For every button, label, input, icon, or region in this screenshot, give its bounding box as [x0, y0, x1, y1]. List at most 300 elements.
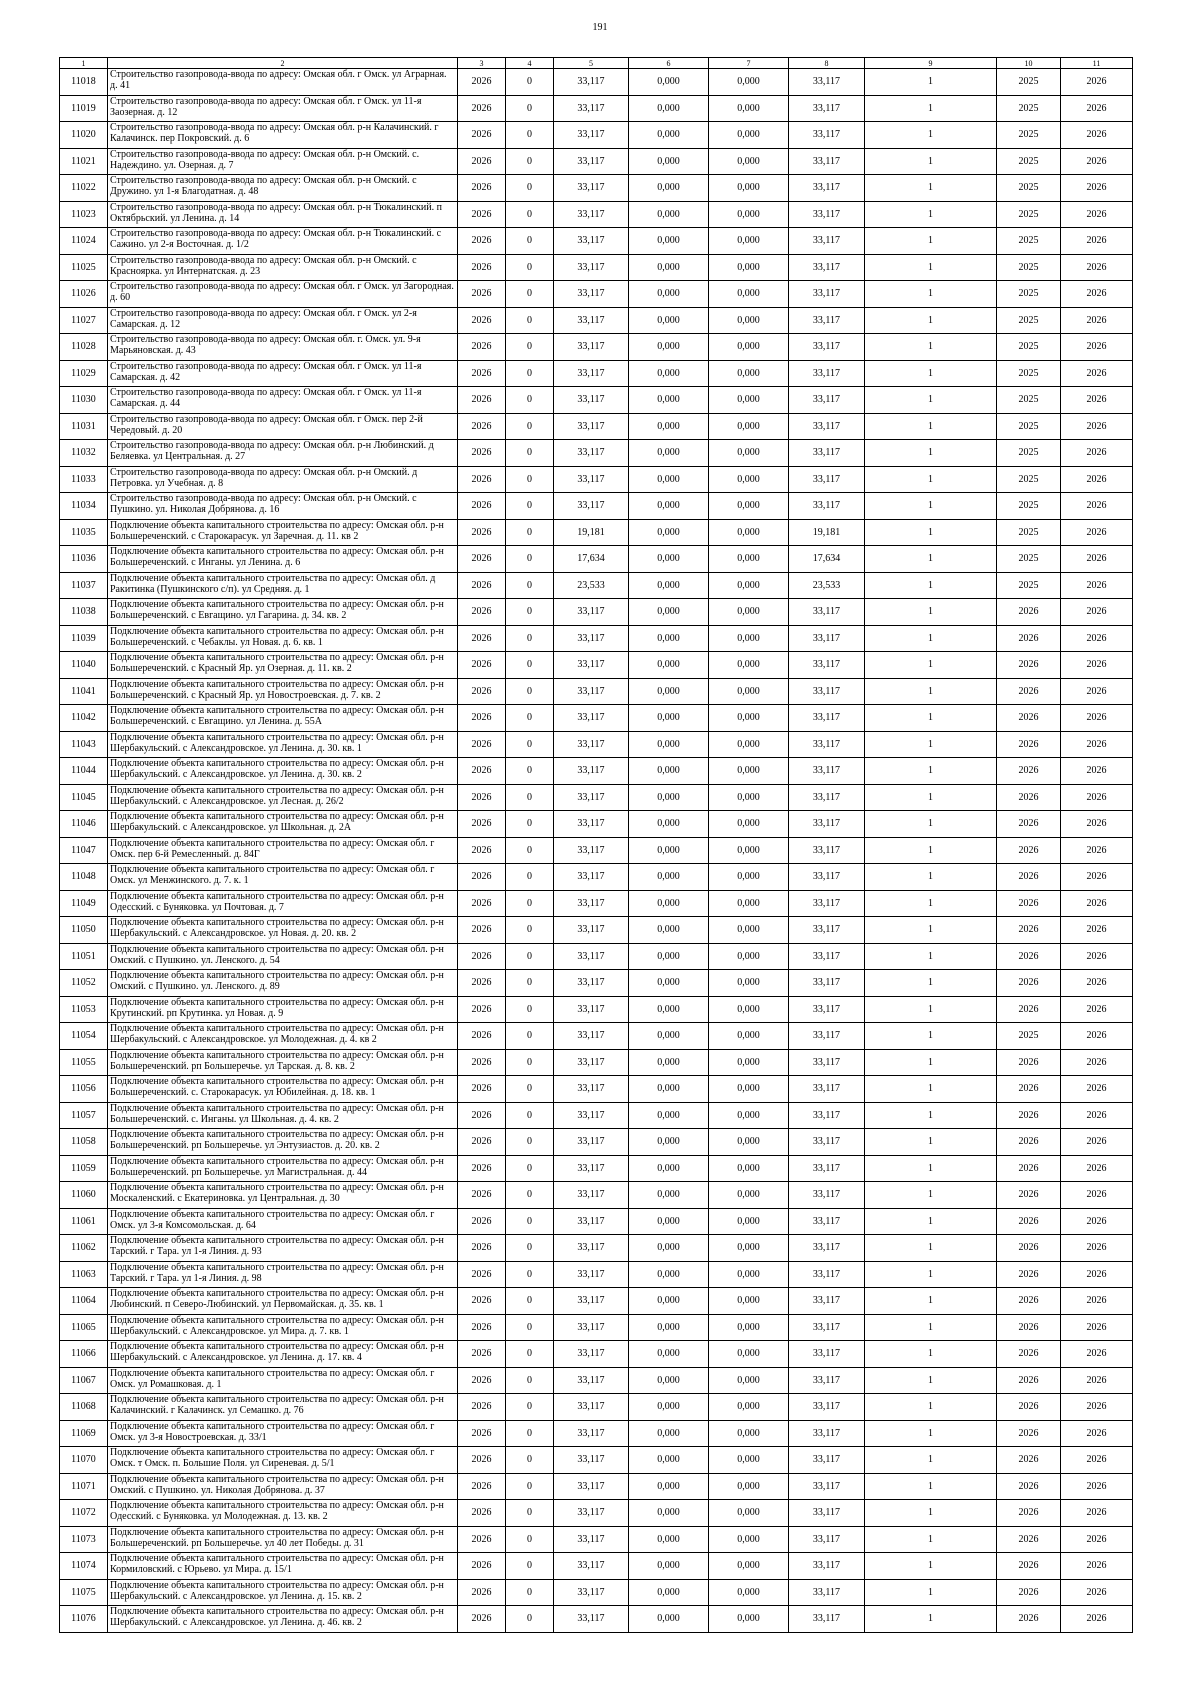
year-end-cell: 2026 [1061, 758, 1133, 785]
table-row [60, 731, 1133, 758]
year-start-cell: 2026 [458, 943, 506, 970]
year-end-cell: 2026 [1061, 281, 1133, 308]
cost-col-8-cell: 33,117 [789, 890, 865, 917]
quantity-cell: 1 [865, 625, 997, 652]
quantity-cell: 1 [865, 970, 997, 997]
year-start-cell: 2026 [458, 1182, 506, 1209]
year-end-cell: 2026 [1061, 1076, 1133, 1103]
table-row [60, 1526, 1133, 1553]
cost-col-8-cell: 33,117 [789, 1526, 865, 1553]
year-start-cell: 2026 [458, 334, 506, 361]
table-row [60, 387, 1133, 414]
table-row [60, 1579, 1133, 1606]
year-end-cell: 2026 [1061, 466, 1133, 493]
quantity-cell: 1 [865, 572, 997, 599]
quantity-cell: 1 [865, 1420, 997, 1447]
table-row [60, 1606, 1133, 1633]
power-value-cell: 0 [506, 758, 554, 785]
year-end-cell: 2026 [1061, 1606, 1133, 1633]
year-start-cell: 2026 [458, 758, 506, 785]
row-number-cell: 11050 [60, 917, 108, 944]
cost-col-8-cell: 33,117 [789, 864, 865, 891]
cost-col-8-cell: 33,117 [789, 1102, 865, 1129]
year-begin-cell: 2026 [997, 1288, 1061, 1315]
quantity-cell: 1 [865, 784, 997, 811]
year-begin-cell: 2025 [997, 413, 1061, 440]
object-description-cell: Подключение объекта капитального строительства по адресу: Омская обл. р-н Большереченский. с Чебаклы. ул Новая. д. 6. кв. 1 [108, 625, 458, 652]
cost-col-7-cell: 0,000 [709, 175, 789, 202]
row-number-cell: 11049 [60, 890, 108, 917]
power-value-cell: 0 [506, 334, 554, 361]
object-description-cell: Подключение объекта капитального строительства по адресу: Омская обл. р-н Большереченский. рп Большеречье. ул Тарская. д. 8. кв. 2 [108, 1049, 458, 1076]
cost-total-cell: 33,117 [554, 1076, 629, 1103]
year-end-cell: 2026 [1061, 546, 1133, 573]
year-begin-cell: 2026 [997, 1129, 1061, 1156]
year-end-cell: 2026 [1061, 572, 1133, 599]
cost-col-7-cell: 0,000 [709, 307, 789, 334]
object-description-cell: Подключение объекта капитального строительства по адресу: Омская обл. р-н Большереченский. с Красный Яр. ул Новостроевская. д. 7. кв. 2 [108, 678, 458, 705]
year-start-cell: 2026 [458, 122, 506, 149]
object-description-cell: Строительство газопровода-ввода по адресу: Омская обл. р-н Омский. с Дружино. ул 1-я Благодатная. д. 48 [108, 175, 458, 202]
quantity-cell: 1 [865, 837, 997, 864]
table-row [60, 201, 1133, 228]
row-number-cell: 11069 [60, 1420, 108, 1447]
object-description-cell: Строительство газопровода-ввода по адресу: Омская обл. р-н Тюкалинский. п Октябрьский. ул Ленина. д. 14 [108, 201, 458, 228]
year-end-cell: 2026 [1061, 943, 1133, 970]
cost-col-8-cell: 33,117 [789, 466, 865, 493]
cost-col-7-cell: 0,000 [709, 1553, 789, 1580]
year-end-cell: 2026 [1061, 890, 1133, 917]
year-end-cell: 2026 [1061, 387, 1133, 414]
object-description-cell: Подключение объекта капитального строительства по адресу: Омская обл. г Омск. ул Ромашковая. д. 1 [108, 1367, 458, 1394]
table-row [60, 281, 1133, 308]
cost-col-8-cell: 33,117 [789, 1049, 865, 1076]
cost-col-6-cell: 0,000 [629, 1473, 709, 1500]
table-row [60, 466, 1133, 493]
year-end-cell: 2026 [1061, 1261, 1133, 1288]
power-value-cell: 0 [506, 943, 554, 970]
cost-col-6-cell: 0,000 [629, 784, 709, 811]
cost-total-cell: 33,117 [554, 784, 629, 811]
cost-col-6-cell: 0,000 [629, 731, 709, 758]
table-row [60, 1102, 1133, 1129]
row-number-cell: 11040 [60, 652, 108, 679]
cost-col-6-cell: 0,000 [629, 122, 709, 149]
power-value-cell: 0 [506, 1394, 554, 1421]
year-end-cell: 2026 [1061, 970, 1133, 997]
cost-col-8-cell: 33,117 [789, 1235, 865, 1262]
object-description-cell: Подключение объекта капитального строительства по адресу: Омская обл. г Омск. т Омск. п. Большие Поля. ул Сиреневая. д. 5/1 [108, 1447, 458, 1474]
cost-total-cell: 33,117 [554, 1261, 629, 1288]
cost-col-6-cell: 0,000 [629, 1314, 709, 1341]
column-number-row [60, 58, 1133, 69]
power-value-cell: 0 [506, 1579, 554, 1606]
cost-col-7-cell: 0,000 [709, 1155, 789, 1182]
year-begin-cell: 2026 [997, 731, 1061, 758]
row-number-cell: 11043 [60, 731, 108, 758]
quantity-cell: 1 [865, 1394, 997, 1421]
quantity-cell: 1 [865, 307, 997, 334]
cost-col-7-cell: 0,000 [709, 519, 789, 546]
power-value-cell: 0 [506, 1076, 554, 1103]
year-begin-cell: 2025 [997, 228, 1061, 255]
table-row [60, 1023, 1133, 1050]
cost-col-8-cell: 33,117 [789, 440, 865, 467]
cost-col-6-cell: 0,000 [629, 970, 709, 997]
cost-col-6-cell: 0,000 [629, 1049, 709, 1076]
year-start-cell: 2026 [458, 440, 506, 467]
object-description-cell: Подключение объекта капитального строительства по адресу: Омская обл. р-н Омский. с Пушкино. ул. Ленского. д. 54 [108, 943, 458, 970]
year-begin-cell: 2026 [997, 1526, 1061, 1553]
cost-col-6-cell: 0,000 [629, 519, 709, 546]
table-row [60, 890, 1133, 917]
cost-col-6-cell: 0,000 [629, 1023, 709, 1050]
quantity-cell: 1 [865, 1526, 997, 1553]
power-value-cell: 0 [506, 652, 554, 679]
object-description-cell: Подключение объекта капитального строительства по адресу: Омская обл. р-н Кормиловский. с Юрьево. ул Мира. д. 15/1 [108, 1553, 458, 1580]
year-end-cell: 2026 [1061, 69, 1133, 96]
cost-col-8-cell: 33,117 [789, 996, 865, 1023]
object-description-cell: Подключение объекта капитального строительства по адресу: Омская обл. р-н Шербакульский. с Александровское. ул Молодежная. д. 4. кв 2 [108, 1023, 458, 1050]
power-value-cell: 0 [506, 387, 554, 414]
cost-total-cell: 19,181 [554, 519, 629, 546]
row-number-cell: 11060 [60, 1182, 108, 1209]
cost-total-cell: 33,117 [554, 864, 629, 891]
year-start-cell: 2026 [458, 1394, 506, 1421]
object-description-cell: Подключение объекта капитального строительства по адресу: Омская обл. р-н Шербакульский. с Александровское. ул Ленина. д. 46. кв. 2 [108, 1606, 458, 1633]
cost-col-7-cell: 0,000 [709, 1447, 789, 1474]
table-row [60, 1049, 1133, 1076]
row-number-cell: 11072 [60, 1500, 108, 1527]
cost-col-6-cell: 0,000 [629, 837, 709, 864]
cost-col-7-cell: 0,000 [709, 599, 789, 626]
table-row [60, 678, 1133, 705]
object-description-cell: Подключение объекта капитального строительства по адресу: Омская обл. р-н Шербакульский. с Александровское. ул Ленина. д. 30. кв. 2 [108, 758, 458, 785]
year-start-cell: 2026 [458, 970, 506, 997]
table-row [60, 493, 1133, 520]
cost-col-8-cell: 33,117 [789, 1394, 865, 1421]
cost-col-7-cell: 0,000 [709, 864, 789, 891]
year-start-cell: 2026 [458, 1049, 506, 1076]
table-row [60, 413, 1133, 440]
object-description-cell: Подключение объекта капитального строительства по адресу: Омская обл. р-н Большереченский. с Красный Яр. ул Озерная. д. 11. кв. 2 [108, 652, 458, 679]
cost-col-8-cell: 33,117 [789, 943, 865, 970]
year-begin-cell: 2026 [997, 1102, 1061, 1129]
year-start-cell: 2026 [458, 1473, 506, 1500]
cost-col-8-cell: 33,117 [789, 1208, 865, 1235]
year-end-cell: 2026 [1061, 837, 1133, 864]
cost-col-7-cell: 0,000 [709, 705, 789, 732]
cost-col-7-cell: 0,000 [709, 811, 789, 838]
year-start-cell: 2026 [458, 307, 506, 334]
table-row [60, 705, 1133, 732]
year-begin-cell: 2026 [997, 890, 1061, 917]
year-end-cell: 2026 [1061, 1129, 1133, 1156]
cost-total-cell: 33,117 [554, 1579, 629, 1606]
year-end-cell: 2026 [1061, 1579, 1133, 1606]
cost-total-cell: 33,117 [554, 758, 629, 785]
cost-col-7-cell: 0,000 [709, 678, 789, 705]
quantity-cell: 1 [865, 201, 997, 228]
cost-col-6-cell: 0,000 [629, 334, 709, 361]
row-number-cell: 11034 [60, 493, 108, 520]
year-end-cell: 2026 [1061, 519, 1133, 546]
year-start-cell: 2026 [458, 254, 506, 281]
quantity-cell: 1 [865, 1129, 997, 1156]
cost-col-6-cell: 0,000 [629, 1447, 709, 1474]
object-description-cell: Подключение объекта капитального строительства по адресу: Омская обл. р-н Большереченский. рп Большеречье. ул Энтузиастов. д. 20. кв. 2 [108, 1129, 458, 1156]
cost-col-6-cell: 0,000 [629, 228, 709, 255]
cost-col-6-cell: 0,000 [629, 1288, 709, 1315]
power-value-cell: 0 [506, 1023, 554, 1050]
year-start-cell: 2026 [458, 1261, 506, 1288]
cost-total-cell: 33,117 [554, 69, 629, 96]
table-row [60, 572, 1133, 599]
cost-col-7-cell: 0,000 [709, 1208, 789, 1235]
cost-col-7-cell: 0,000 [709, 95, 789, 122]
year-start-cell: 2026 [458, 1023, 506, 1050]
object-description-cell: Подключение объекта капитального строительства по адресу: Омская обл. р-н Шербакульский. с Александровское. ул Ленина. д. 17. кв. 4 [108, 1341, 458, 1368]
year-end-cell: 2026 [1061, 996, 1133, 1023]
cost-col-7-cell: 0,000 [709, 1314, 789, 1341]
table-row [60, 1182, 1133, 1209]
cost-col-8-cell: 33,117 [789, 281, 865, 308]
year-start-cell: 2026 [458, 652, 506, 679]
cost-col-8-cell: 33,117 [789, 228, 865, 255]
row-number-cell: 11042 [60, 705, 108, 732]
cost-col-6-cell: 0,000 [629, 1420, 709, 1447]
object-description-cell: Строительство газопровода-ввода по адресу: Омская обл. р-н Любинский. д Беляевка. ул Центральная. д. 27 [108, 440, 458, 467]
cost-col-6-cell: 0,000 [629, 307, 709, 334]
cost-total-cell: 33,117 [554, 1155, 629, 1182]
object-description-cell: Строительство газопровода-ввода по адресу: Омская обл. р-н Омский. с Пушкино. ул. Николая Добрянова. д. 16 [108, 493, 458, 520]
row-number-cell: 11039 [60, 625, 108, 652]
cost-col-7-cell: 0,000 [709, 1420, 789, 1447]
cost-total-cell: 33,117 [554, 1314, 629, 1341]
year-start-cell: 2026 [458, 864, 506, 891]
cost-col-7-cell: 0,000 [709, 837, 789, 864]
year-end-cell: 2026 [1061, 811, 1133, 838]
cost-col-8-cell: 33,117 [789, 360, 865, 387]
cost-col-8-cell: 33,117 [789, 1500, 865, 1527]
row-number-cell: 11018 [60, 69, 108, 96]
table-row [60, 1420, 1133, 1447]
table-row [60, 652, 1133, 679]
cost-col-7-cell: 0,000 [709, 493, 789, 520]
year-begin-cell: 2025 [997, 519, 1061, 546]
row-number-cell: 11035 [60, 519, 108, 546]
cost-col-7-cell: 0,000 [709, 546, 789, 573]
table-row [60, 996, 1133, 1023]
year-start-cell: 2026 [458, 1155, 506, 1182]
power-value-cell: 0 [506, 890, 554, 917]
quantity-cell: 1 [865, 1553, 997, 1580]
cost-total-cell: 33,117 [554, 731, 629, 758]
object-description-cell: Подключение объекта капитального строительства по адресу: Омская обл. р-н Калачинский. г Калачинск. ул Семашко. д. 76 [108, 1394, 458, 1421]
cost-col-8-cell: 33,117 [789, 811, 865, 838]
cost-col-6-cell: 0,000 [629, 890, 709, 917]
cost-total-cell: 33,117 [554, 1394, 629, 1421]
object-description-cell: Подключение объекта капитального строительства по адресу: Омская обл. р-н Большереченский. с. Инганы. ул Школьная. д. 4. кв. 2 [108, 1102, 458, 1129]
power-value-cell: 0 [506, 1129, 554, 1156]
year-start-cell: 2026 [458, 519, 506, 546]
cost-total-cell: 33,117 [554, 493, 629, 520]
row-number-cell: 11057 [60, 1102, 108, 1129]
power-value-cell: 0 [506, 625, 554, 652]
cost-col-8-cell: 33,117 [789, 970, 865, 997]
power-value-cell: 0 [506, 281, 554, 308]
cost-total-cell: 33,117 [554, 1102, 629, 1129]
year-begin-cell: 2026 [997, 1235, 1061, 1262]
power-value-cell: 0 [506, 1235, 554, 1262]
quantity-cell: 1 [865, 95, 997, 122]
cost-col-7-cell: 0,000 [709, 1023, 789, 1050]
cost-col-6-cell: 0,000 [629, 148, 709, 175]
quantity-cell: 1 [865, 864, 997, 891]
row-number-cell: 11061 [60, 1208, 108, 1235]
year-start-cell: 2026 [458, 1076, 506, 1103]
quantity-cell: 1 [865, 678, 997, 705]
power-value-cell: 0 [506, 1102, 554, 1129]
cost-col-8-cell: 33,117 [789, 652, 865, 679]
power-value-cell: 0 [506, 1447, 554, 1474]
cost-col-6-cell: 0,000 [629, 1367, 709, 1394]
quantity-cell: 1 [865, 122, 997, 149]
power-value-cell: 0 [506, 996, 554, 1023]
cost-col-8-cell: 33,117 [789, 1288, 865, 1315]
cost-col-7-cell: 0,000 [709, 1606, 789, 1633]
year-begin-cell: 2025 [997, 546, 1061, 573]
row-number-cell: 11031 [60, 413, 108, 440]
column-header: 10 [997, 58, 1061, 69]
cost-col-7-cell: 0,000 [709, 890, 789, 917]
row-number-cell: 11063 [60, 1261, 108, 1288]
quantity-cell: 1 [865, 413, 997, 440]
cost-col-8-cell: 33,117 [789, 334, 865, 361]
cost-col-8-cell: 33,117 [789, 387, 865, 414]
cost-col-7-cell: 0,000 [709, 148, 789, 175]
quantity-cell: 1 [865, 1500, 997, 1527]
power-value-cell: 0 [506, 493, 554, 520]
cost-col-6-cell: 0,000 [629, 1553, 709, 1580]
year-begin-cell: 2026 [997, 996, 1061, 1023]
cost-col-6-cell: 0,000 [629, 440, 709, 467]
cost-col-8-cell: 33,117 [789, 175, 865, 202]
power-value-cell: 0 [506, 360, 554, 387]
year-begin-cell: 2025 [997, 122, 1061, 149]
year-end-cell: 2026 [1061, 731, 1133, 758]
object-description-cell: Подключение объекта капитального строительства по адресу: Омская обл. р-н Шербакульский. с Александровское. ул Ленина. д. 30. кв. 1 [108, 731, 458, 758]
object-description-cell: Подключение объекта капитального строительства по адресу: Омская обл. р-н Большереченский. с Старокарасук. ул Заречная. д. 11. кв 2 [108, 519, 458, 546]
year-end-cell: 2026 [1061, 652, 1133, 679]
table-row [60, 95, 1133, 122]
object-description-cell: Подключение объекта капитального строительства по адресу: Омская обл. р-н Шербакульский. с Александровское. ул Ленина. д. 15. кв. 2 [108, 1579, 458, 1606]
year-end-cell: 2026 [1061, 784, 1133, 811]
year-end-cell: 2026 [1061, 201, 1133, 228]
year-start-cell: 2026 [458, 784, 506, 811]
table-row [60, 1129, 1133, 1156]
year-begin-cell: 2025 [997, 440, 1061, 467]
cost-col-6-cell: 0,000 [629, 1606, 709, 1633]
power-value-cell: 0 [506, 1526, 554, 1553]
year-begin-cell: 2026 [997, 1606, 1061, 1633]
cost-col-7-cell: 0,000 [709, 254, 789, 281]
year-end-cell: 2026 [1061, 1553, 1133, 1580]
row-number-cell: 11075 [60, 1579, 108, 1606]
column-header: 8 [789, 58, 865, 69]
cost-col-6-cell: 0,000 [629, 572, 709, 599]
cost-col-7-cell: 0,000 [709, 360, 789, 387]
year-start-cell: 2026 [458, 281, 506, 308]
cost-total-cell: 23,533 [554, 572, 629, 599]
cost-col-8-cell: 33,117 [789, 1420, 865, 1447]
year-start-cell: 2026 [458, 731, 506, 758]
year-end-cell: 2026 [1061, 705, 1133, 732]
object-description-cell: Подключение объекта капитального строительства по адресу: Омская обл. р-н Шербакульский. с Александровское. ул Новая. д. 20. кв. 2 [108, 917, 458, 944]
year-end-cell: 2026 [1061, 1102, 1133, 1129]
power-value-cell: 0 [506, 254, 554, 281]
year-begin-cell: 2026 [997, 1420, 1061, 1447]
cost-total-cell: 33,117 [554, 334, 629, 361]
year-begin-cell: 2026 [997, 917, 1061, 944]
cost-total-cell: 33,117 [554, 254, 629, 281]
cost-col-6-cell: 0,000 [629, 1500, 709, 1527]
quantity-cell: 1 [865, 917, 997, 944]
year-begin-cell: 2025 [997, 148, 1061, 175]
cost-total-cell: 33,117 [554, 1023, 629, 1050]
year-begin-cell: 2025 [997, 493, 1061, 520]
cost-col-6-cell: 0,000 [629, 387, 709, 414]
cost-total-cell: 33,117 [554, 413, 629, 440]
cost-col-8-cell: 33,117 [789, 122, 865, 149]
quantity-cell: 1 [865, 1606, 997, 1633]
cost-col-6-cell: 0,000 [629, 1102, 709, 1129]
cost-total-cell: 33,117 [554, 307, 629, 334]
cost-col-8-cell: 33,117 [789, 784, 865, 811]
cost-col-7-cell: 0,000 [709, 1049, 789, 1076]
table-row [60, 1261, 1133, 1288]
cost-col-6-cell: 0,000 [629, 996, 709, 1023]
year-end-cell: 2026 [1061, 440, 1133, 467]
year-begin-cell: 2026 [997, 678, 1061, 705]
year-end-cell: 2026 [1061, 1341, 1133, 1368]
row-number-cell: 11053 [60, 996, 108, 1023]
row-number-cell: 11065 [60, 1314, 108, 1341]
cost-col-6-cell: 0,000 [629, 917, 709, 944]
year-end-cell: 2026 [1061, 95, 1133, 122]
year-end-cell: 2026 [1061, 864, 1133, 891]
cost-col-7-cell: 0,000 [709, 1473, 789, 1500]
power-value-cell: 0 [506, 678, 554, 705]
quantity-cell: 1 [865, 1288, 997, 1315]
table-row [60, 864, 1133, 891]
quantity-cell: 1 [865, 1023, 997, 1050]
column-header: 3 [458, 58, 506, 69]
cost-col-6-cell: 0,000 [629, 1579, 709, 1606]
power-value-cell: 0 [506, 519, 554, 546]
year-end-cell: 2026 [1061, 1235, 1133, 1262]
cost-col-7-cell: 0,000 [709, 917, 789, 944]
cost-col-6-cell: 0,000 [629, 758, 709, 785]
table-row [60, 519, 1133, 546]
year-end-cell: 2026 [1061, 1155, 1133, 1182]
year-begin-cell: 2026 [997, 1341, 1061, 1368]
year-start-cell: 2026 [458, 625, 506, 652]
power-value-cell: 0 [506, 1606, 554, 1633]
quantity-cell: 1 [865, 1155, 997, 1182]
year-start-cell: 2026 [458, 1553, 506, 1580]
cost-total-cell: 33,117 [554, 1473, 629, 1500]
